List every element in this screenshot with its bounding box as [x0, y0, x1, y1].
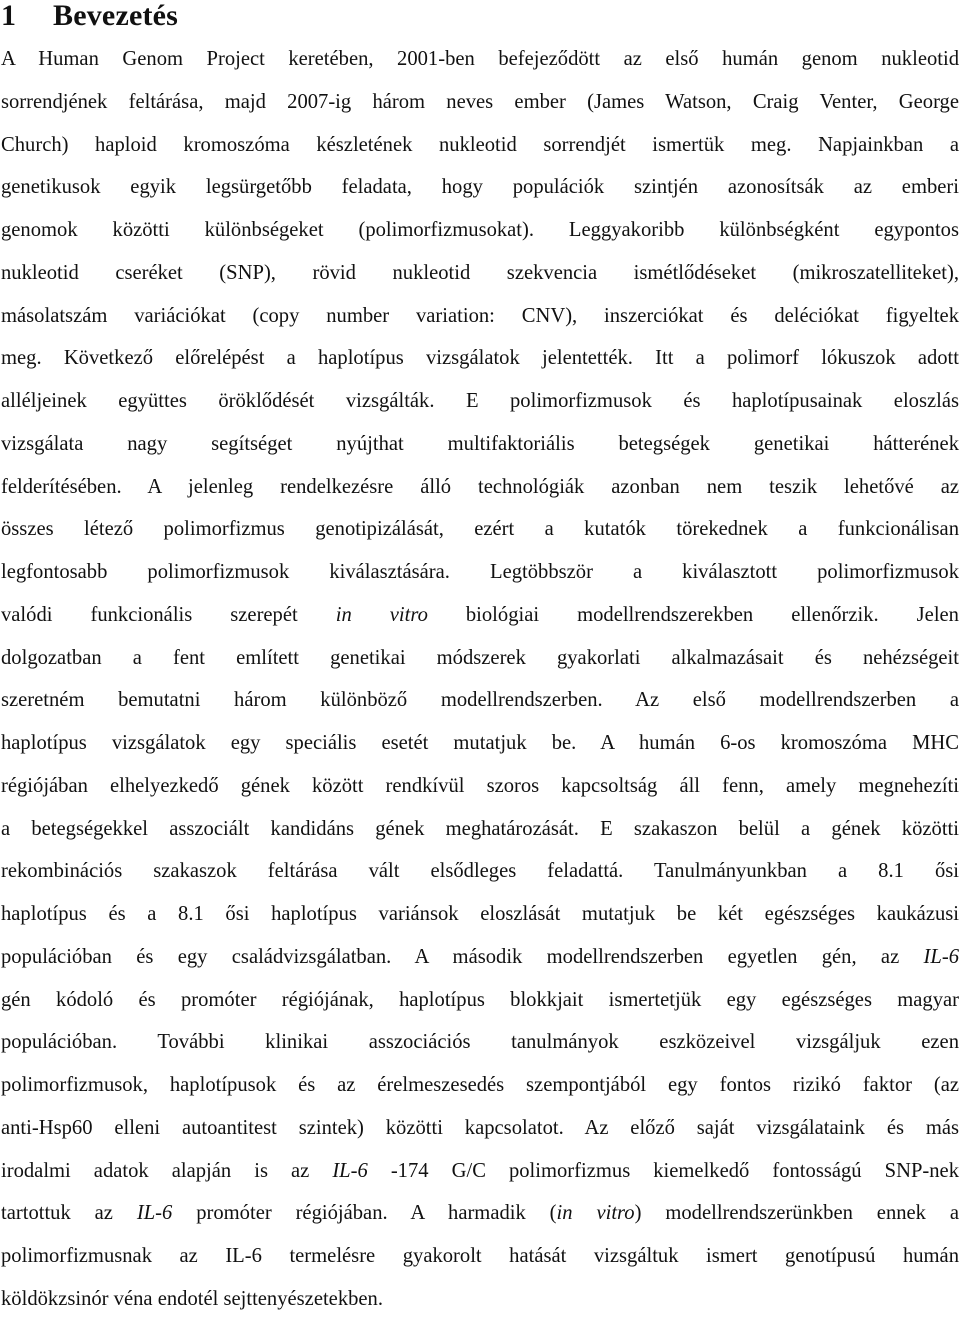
text-line [1, 337, 959, 380]
text-run: ) modellrendszerünkben ennek a [634, 1202, 959, 1225]
text-line [1, 679, 959, 722]
text-line [1, 637, 959, 680]
text-run: promóter régiójában. A harmadik ( [172, 1202, 557, 1225]
text-line [1, 209, 959, 252]
italic-term: in vitro [556, 1202, 635, 1225]
text-line [1, 38, 959, 81]
text-line [1, 295, 959, 338]
text-line [1, 1278, 959, 1321]
italic-term: IL-6 [332, 1159, 368, 1182]
text-run: a betegségekkel asszociált kandidáns gének meghatározását. E szakaszon belül a gének közötti [1, 817, 959, 840]
text-run: polimorfizmusnak az IL-6 termelésre gyakorolt hatását vizsgáltuk ismert genotípusú humán [1, 1245, 959, 1267]
text-line [1, 1064, 959, 1107]
text-line [1, 423, 959, 466]
text-run: köldökzsinór véna endotél sejttenyészetekben. [1, 1287, 383, 1310]
text-run: polimorfizmusok, haplotípusok és az érelmeszesedés szempontjából egy fontos rizikó faktor (az [1, 1074, 959, 1096]
italic-term: IL-6 [923, 945, 959, 968]
text-run: vizsgálata nagy segítséget nyújthat multifaktoriális betegségek genetikai hátterének [1, 432, 959, 455]
text-line [1, 551, 959, 594]
text-line [1, 594, 959, 637]
body-paragraph [1, 36, 959, 1321]
text-line [1, 1150, 959, 1193]
text-run: másolatszám variációkat (copy number variation: CNV), inszerciókat és deléciókat figyeltek [1, 304, 959, 327]
text-line [1, 81, 959, 124]
text-run: szeretném bemutatni három különböző modellrendszerben. Az első modellrendszerben a [1, 689, 959, 712]
text-line [1, 765, 959, 808]
text-run: tartottuk az [1, 1202, 137, 1225]
text-run: haplotípus és a 8.1 ősi haplotípus variánsok eloszlását mutatjuk be két egészséges kaukázusi [1, 903, 959, 925]
text-run: populációban és egy családvizsgálatban. A második modellrendszerben egyetlen gén, az [1, 945, 924, 968]
italic-term: in vitro [335, 603, 428, 626]
section-heading [1, 0, 960, 36]
text-run: Church) haploid kromoszóma készletének nukleotid sorrendjét ismertük meg. Napjainkban a [1, 133, 959, 156]
section-number: 1 [1, 0, 17, 32]
text-run: nukleotid cseréket (SNP), rövid nukleotid szekvencia ismétlődéseket (mikroszatelliteket), [1, 261, 959, 284]
text-line [1, 1235, 959, 1278]
text-run: régiójában elhelyezkedő gének között rendkívül szoros kapcsoltság áll fenn, amely megnehezíti [1, 774, 959, 797]
text-run: -174 G/C polimorfizmus kiemelkedő fontosságú SNP-nek [367, 1159, 959, 1182]
text-run: irodalmi adatok alapján is az [1, 1159, 333, 1182]
text-line [1, 893, 959, 936]
text-run: felderítésében. A jelenleg rendelkezésre álló technológiák azonban nem teszik lehetővé az [1, 475, 959, 498]
text-run: dolgozatban a fent említett genetikai módszerek gyakorlati alkalmazásait és nehézségeit [1, 646, 959, 669]
section-title: Bevezetés [53, 0, 179, 32]
text-run: sorrendjének feltárása, majd 2007-ig három neves ember (James Watson, Craig Venter, George [1, 90, 959, 113]
text-line [1, 380, 959, 423]
text-run: legfontosabb polimorfizmusok kiválasztására. Legtöbbször a kiválasztott polimorfizmusok [1, 561, 959, 583]
italic-term: IL-6 [136, 1202, 173, 1225]
text-line [1, 1192, 959, 1235]
text-run: anti-Hsp60 elleni autoantitest szintek) közötti kapcsolatot. Az előző saját vizsgálataink és más [1, 1116, 959, 1139]
text-line [1, 850, 959, 893]
text-run: alléljeinek együttes öröklődését vizsgálták. E polimorfizmusok és haplotípusainak eloszlás [1, 390, 959, 412]
text-line [1, 466, 959, 509]
text-run: A Human Genom Project keretében, 2001-ben befejeződött az első humán genom nukleotid [1, 48, 959, 70]
text-run: haplotípus vizsgálatok egy speciális esetét mutatjuk be. A humán 6-os kromoszóma MHC [1, 732, 959, 754]
text-run: valódi funkcionális szerepét [1, 603, 336, 626]
text-run: biológiai modellrendszerekben ellenőrzik. Jelen [427, 603, 959, 626]
text-line [1, 722, 959, 765]
text-line [1, 1021, 959, 1064]
text-run: gén kódoló és promóter régiójának, haplotípus blokkjait ismertetjük egy egészséges magyar [1, 988, 959, 1011]
text-run: összes létező polimorfizmus genotipizálását, ezért a kutatók törekednek a funkcionálisan [1, 518, 959, 541]
text-run: genetikusok egyik legsürgetőbb feladata, hogy populációk szintjén azonosítsák az emberi [1, 176, 959, 199]
text-line [1, 252, 959, 295]
text-line [1, 979, 959, 1022]
text-line [1, 936, 959, 979]
text-line [1, 808, 959, 851]
text-run: meg. Következő előrelépést a haplotípus vizsgálatok jelentették. Itt a polimorf lókuszok adott [1, 347, 959, 370]
text-line [1, 508, 959, 551]
text-run: populációban. További klinikai asszociációs tanulmányok eszközeivel vizsgáljuk ezen [1, 1031, 959, 1054]
text-line [1, 166, 959, 209]
text-run: rekombinációs szakaszok feltárása vált elsődleges feladattá. Tanulmányunkban a 8.1 ősi [1, 860, 959, 883]
text-line [1, 1107, 959, 1150]
text-run: genomok közötti különbségeket (polimorfizmusokat). Leggyakoribb különbségként egypontos [1, 219, 959, 241]
text-line [1, 124, 959, 167]
